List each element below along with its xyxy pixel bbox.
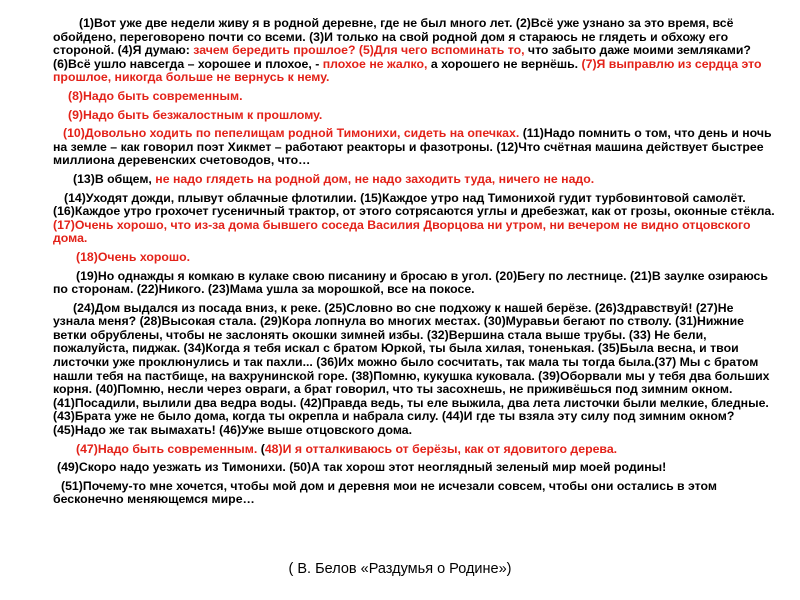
paragraph-19: (19)Но однажды я комкаю в кулаке свою писанину и бросаю в угол. (20)Бегу по лестнице. (21)В заулке озираюсь по сторонам. (22)Никого. (23)Мама ушла за морошкой, все на покосе.	[53, 268, 768, 297]
paragraph-51: (51)Почему-то мне хочется, чтобы мой дом и деревня мои не исчезали совсем, чтобы они остались в этом бесконечно меняющемся мире…	[53, 478, 717, 507]
highlighted-text: (7)Я выправлю из сердца это прошлое, никогда больше не вернусь к нему.	[53, 56, 762, 85]
source-citation: ( В. Белов «Раздумья о Родине»)	[288, 561, 512, 577]
text-body	[53, 17, 777, 512]
paragraph-49: (49)Скоро надо уезжать из Тимонихи. (50)А так хорош этот неоглядный зеленый мир моей родины!	[57, 460, 667, 475]
paragraph-47	[53, 443, 777, 457]
sentence-text: (13)В общем,	[73, 171, 156, 186]
paragraph-18: (18)Очень хорошо.	[76, 249, 191, 264]
sentence-text: а хорошего не вернёшь.	[427, 56, 582, 71]
paragraph-9: (9)Надо быть безжалостным к прошлому.	[68, 107, 323, 122]
highlighted-text: не надо глядеть на родной дом, не надо заходить туда, ничего не надо.	[155, 171, 595, 186]
highlighted-text: (17)Очень хорошо, что из-за дома бывшего соседа Василия Дворцова ни утром, ни вечером не видно отцовского дома.	[53, 217, 751, 246]
highlighted-text: (10)Довольно ходить по пепелищам родной Тимонихи, сидеть на опечках.	[63, 126, 520, 141]
sentence-text: (11)Надо помнить о том, что день и ночь на земле – как говорил поэт Хикмет – работают реакторы и фазотроны. (12)Что счётная машина действует быстрее миллиона деревенских счетоводов, что…	[53, 126, 772, 168]
paragraph-8: (8)Надо быть современным.	[68, 88, 243, 103]
paragraph-24: (24)Дом выдался из посада вниз, к реке. (25)Словно во сне подхожу к нашей берёзе. (26)Здравствуй! (27)Не узнала меня? (28)Высокая стала. (29)Кора лопнула во многих местах. (30)Муравьи бегают по стволу. (31)Нижние ветки обрублены, чтобы не заслонять окошки зимней избы. (32)Вершина стала выше трубы. (33) Не бели, пожалуйста, пиджак. (34)Когда я тебя искал с братом Юркой, ты была хилая, тоненькая. (35)Была весна, и твои листочки уже проклюнулись и так пахли... (36)Их можно было сосчитать, так мала ты тогда была.(37) Мы с братом нашли тебя на пастбище, на вахрунинской горе. (38)Помню, кукушка куковала. (39)Оборвали мы у тебя два больших корня. (40)Помню, несли через овраги, а брат говорил, что ты засохнешь, не приживёшься под зимним окном. (41)Посадили, вылили два ведра воды. (42)Правда ведь, ты еле выжила, два лета листочки были мелкие, бледные. (43)Брата уже не было дома, когда ты окрепла и набрала силу. (44)И где ты взяла эту силу под зимним окном? (45)Надо же так вымахать! (46)Уже выше отцовского дома.	[53, 300, 770, 438]
paragraph-1	[53, 17, 777, 85]
highlighted-text: зачем бередить прошлое? (5)Для чего вспоминать то,	[193, 43, 525, 58]
sentence-text: (14)Уходят дожди, плывут облачные флотилии. (15)Каждое утро над Тимонихой гудит турбовинтовой самолёт. (16)Каждое утро грохочет гусеничный трактор, от этого сотрясаются углы и дребезжат, как от грозы, оконные стёкла.	[53, 190, 775, 219]
sentence-text: (1)Вот уже две недели живу я в родной деревне, где не был много лет. (2)Всё уже узнано за это время, всё обойдено, переговорено почти со всеми. (3)И только на свой родной дом я стараюсь не глядеть и обхожу его стороной. (4)Я думаю:	[53, 16, 734, 58]
highlighted-text: плохое не жалко,	[322, 56, 428, 71]
sentence-text: что забыто даже моими земляками? (6)Всё ушло навсегда – хорошее и плохое, -	[53, 43, 751, 71]
paragraph-13	[53, 173, 777, 187]
paragraph-10	[53, 127, 777, 168]
highlighted-text: 48)И я отталкиваюсь от берёзы, как от ядовитого дерева.	[264, 441, 618, 456]
sentence-text: (	[257, 441, 265, 456]
highlighted-text: (47)Надо быть современным.	[76, 441, 258, 456]
paragraph-14	[53, 192, 777, 246]
